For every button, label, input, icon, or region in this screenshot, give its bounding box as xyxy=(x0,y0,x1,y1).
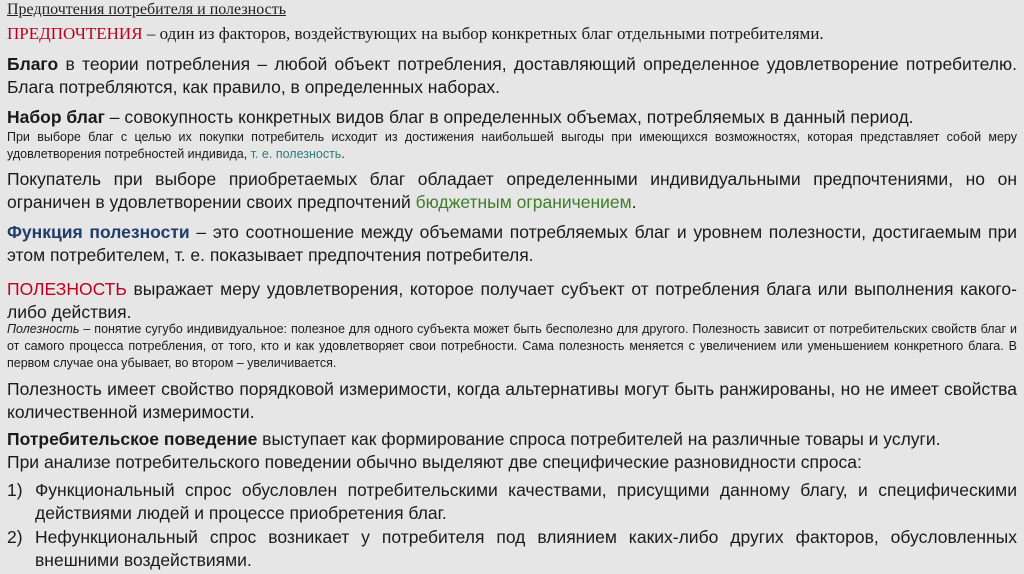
paragraph-choice-note xyxy=(7,129,1017,163)
list-text: Нефункциональный спрос возникает у потребителя под влиянием каких-либо других факторов, обусловленных внешними воздействиями. xyxy=(35,527,1017,570)
ordinal-text: Полезность имеет свойство порядковой измеримости, когда альтернативы могут быть ранжированы, но не имеет свойства количественной измеримости. xyxy=(7,379,1017,422)
budget-constraint-link: бюджетным ограничением xyxy=(415,192,632,212)
choice-note-link: т. е. полезность xyxy=(250,147,342,161)
list-item xyxy=(7,479,1017,525)
paragraph-buyer xyxy=(7,168,1017,214)
page-title: Предпочтения потребителя и полезность xyxy=(7,1,287,18)
choice-note-end: . xyxy=(341,147,345,161)
consumer-behavior-definition: выступает как формирование спроса потребителей на различные товары и услуги. xyxy=(257,429,941,449)
term-utility: ПОЛЕЗНОСТЬ xyxy=(7,279,127,299)
list-number: 2) xyxy=(7,527,23,547)
paragraph-preferences xyxy=(7,22,1017,45)
paragraph-utility-function xyxy=(7,221,1017,267)
utility-definition: выражает меру удовлетворения, которое получает субъект от потребления блага или выполнения какого-либо действия. xyxy=(7,279,1017,322)
term-consumer-behavior: Потребительское поведение xyxy=(7,429,258,449)
paragraph-consumer-behavior xyxy=(7,428,1017,451)
term-utility-italic: Полезность xyxy=(7,322,80,336)
list-item xyxy=(7,526,1017,572)
list-number: 1) xyxy=(7,480,23,500)
utility-note-text: – понятие сугубо индивидуальное: полезное для одного субъекта может быть бесполезно для другого. Полезность зависит от потребительских свойств благ и от самого процесса потребления, от того, кто и как удовлетворяет свои потребности. Сама полезность меняется с увеличением или уменьшением конкретного блага. В первом случае она убывает, во втором – увеличивается. xyxy=(7,322,1017,370)
term-good: Благо xyxy=(7,54,59,74)
paragraph-utility xyxy=(7,278,1017,324)
paragraph-ordinal xyxy=(7,378,1017,424)
term-utility-function: Функция полезности xyxy=(7,222,190,242)
good-definition: в теории потребления – любой объект потребления, доставляющий определенное удовлетворение потребителю. Блага потребляются, как правило, в определенных наборах. xyxy=(7,54,1017,97)
paragraph-utility-note xyxy=(7,321,1017,372)
term-basket: Набор благ xyxy=(7,107,105,127)
choice-note-text: При выборе благ с целью их покупки потребитель исходит из достижения наибольшей выгоды при имеющихся возможностях, которая представляет собой меру удовлетворения потребностей индивида, xyxy=(7,130,1017,161)
list-text: Функциональный спрос обусловлен потребительскими качествами, присущими данному благу, и специфическими действиями людей и процессе приобретения благ. xyxy=(35,480,1017,523)
term-preferences: ПРЕДПОЧТЕНИЯ xyxy=(7,24,143,43)
paragraph-demand-types xyxy=(7,451,1017,474)
basket-definition: – совокупность конкретных видов благ в определенных объемах, потребляемых в данный период. xyxy=(104,107,914,127)
preferences-definition: – один из факторов, воздействующих на выбор конкретных благ отдельными потребителями. xyxy=(142,24,824,43)
buyer-text: Покупатель при выборе приобретаемых благ обладает определенными индивидуальными предпочтениями, но он ограничен в удовлетворении своих предпочтений xyxy=(7,169,1017,212)
utility-function-definition: – это соотношение между объемами потребляемых благ и уровнем полезности, достигаемым при этом потребителем, т. е. показывает предпочтения потребителя. xyxy=(7,222,1017,265)
paragraph-good xyxy=(7,53,1017,99)
demand-types-text: При анализе потребительского поведении обычно выделяют две специфические разновидности спроса: xyxy=(7,452,862,472)
paragraph-basket xyxy=(7,106,1017,129)
buyer-end: . xyxy=(631,192,637,212)
